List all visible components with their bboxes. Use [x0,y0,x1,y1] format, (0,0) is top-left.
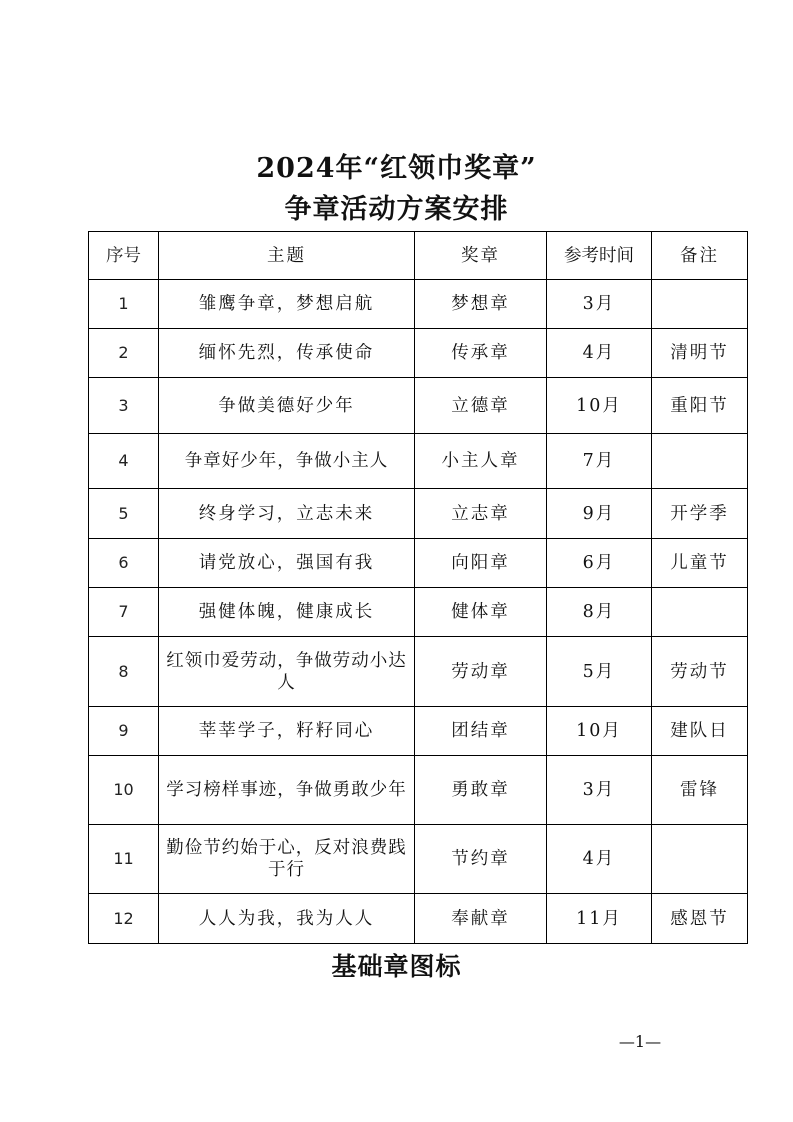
activity-schedule-table [88,231,748,944]
cell-time: 5月 [547,637,652,707]
cell-seq: 10 [89,756,159,825]
cell-note: 重阳节 [652,378,748,434]
cell-badge: 立志章 [415,489,547,539]
table-row [89,756,748,825]
header-theme: 主题 [159,232,415,280]
table-row [89,894,748,944]
cell-theme: 雏鹰争章，梦想启航 [159,280,415,329]
header-badge: 奖章 [415,232,547,280]
table-row [89,588,748,637]
table-row [89,539,748,588]
cell-theme: 莘莘学子，籽籽同心 [159,707,415,756]
cell-seq: 11 [89,825,159,894]
cell-badge: 劳动章 [415,637,547,707]
cell-badge: 立德章 [415,378,547,434]
cell-time: 3月 [547,280,652,329]
cell-note: 雷锋 [652,756,748,825]
cell-badge: 小主人章 [415,434,547,489]
cell-time: 10月 [547,707,652,756]
cell-theme: 争章好少年，争做小主人 [159,434,415,489]
cell-note: 感恩节 [652,894,748,944]
cell-theme: 终身学习，立志未来 [159,489,415,539]
table-row [89,329,748,378]
cell-theme: 勤俭节约始于心，反对浪费践于行 [159,825,415,894]
cell-badge: 梦想章 [415,280,547,329]
cell-badge: 传承章 [415,329,547,378]
header-time: 参考时间 [547,232,652,280]
header-seq: 序号 [89,232,159,280]
cell-time: 10月 [547,378,652,434]
cell-theme: 争做美德好少年 [159,378,415,434]
cell-time: 8月 [547,588,652,637]
cell-time: 7月 [547,434,652,489]
cell-seq: 1 [89,280,159,329]
table-row [89,434,748,489]
cell-seq: 2 [89,329,159,378]
cell-theme: 缅怀先烈，传承使命 [159,329,415,378]
cell-time: 6月 [547,539,652,588]
table-row [89,637,748,707]
cell-theme: 红领巾爱劳动，争做劳动小达人 [159,637,415,707]
cell-seq: 4 [89,434,159,489]
document-subtitle: 争章活动方案安排 [284,194,509,225]
cell-note [652,280,748,329]
cell-time: 3月 [547,756,652,825]
cell-seq: 8 [89,637,159,707]
cell-seq: 12 [89,894,159,944]
table-row [89,825,748,894]
cell-theme: 请党放心，强国有我 [159,539,415,588]
document-title: 2024年“红领巾奖章” [256,153,537,184]
cell-time: 11月 [547,894,652,944]
table-row [89,280,748,329]
table-row [89,707,748,756]
cell-seq: 3 [89,378,159,434]
cell-time: 4月 [547,329,652,378]
cell-badge: 奉献章 [415,894,547,944]
cell-seq: 6 [89,539,159,588]
cell-badge: 向阳章 [415,539,547,588]
cell-theme: 人人为我，我为人人 [159,894,415,944]
header-note: 备注 [652,232,748,280]
cell-note [652,434,748,489]
cell-note: 开学季 [652,489,748,539]
cell-theme: 学习榜样事迹，争做勇敢少年 [159,756,415,825]
cell-note: 劳动节 [652,637,748,707]
cell-note [652,588,748,637]
cell-theme: 强健体魄，健康成长 [159,588,415,637]
cell-note: 儿童节 [652,539,748,588]
cell-time: 9月 [547,489,652,539]
cell-badge: 健体章 [415,588,547,637]
cell-time: 4月 [547,825,652,894]
page-number: —1— [618,1032,662,1051]
cell-seq: 7 [89,588,159,637]
table-row [89,489,748,539]
cell-seq: 5 [89,489,159,539]
cell-note: 清明节 [652,329,748,378]
cell-badge: 团结章 [415,707,547,756]
cell-note: 建队日 [652,707,748,756]
cell-seq: 9 [89,707,159,756]
cell-badge: 勇敢章 [415,756,547,825]
cell-note [652,825,748,894]
section-title: 基础章图标 [331,952,462,981]
cell-badge: 节约章 [415,825,547,894]
table-row [89,378,748,434]
table-header-row [89,232,748,280]
